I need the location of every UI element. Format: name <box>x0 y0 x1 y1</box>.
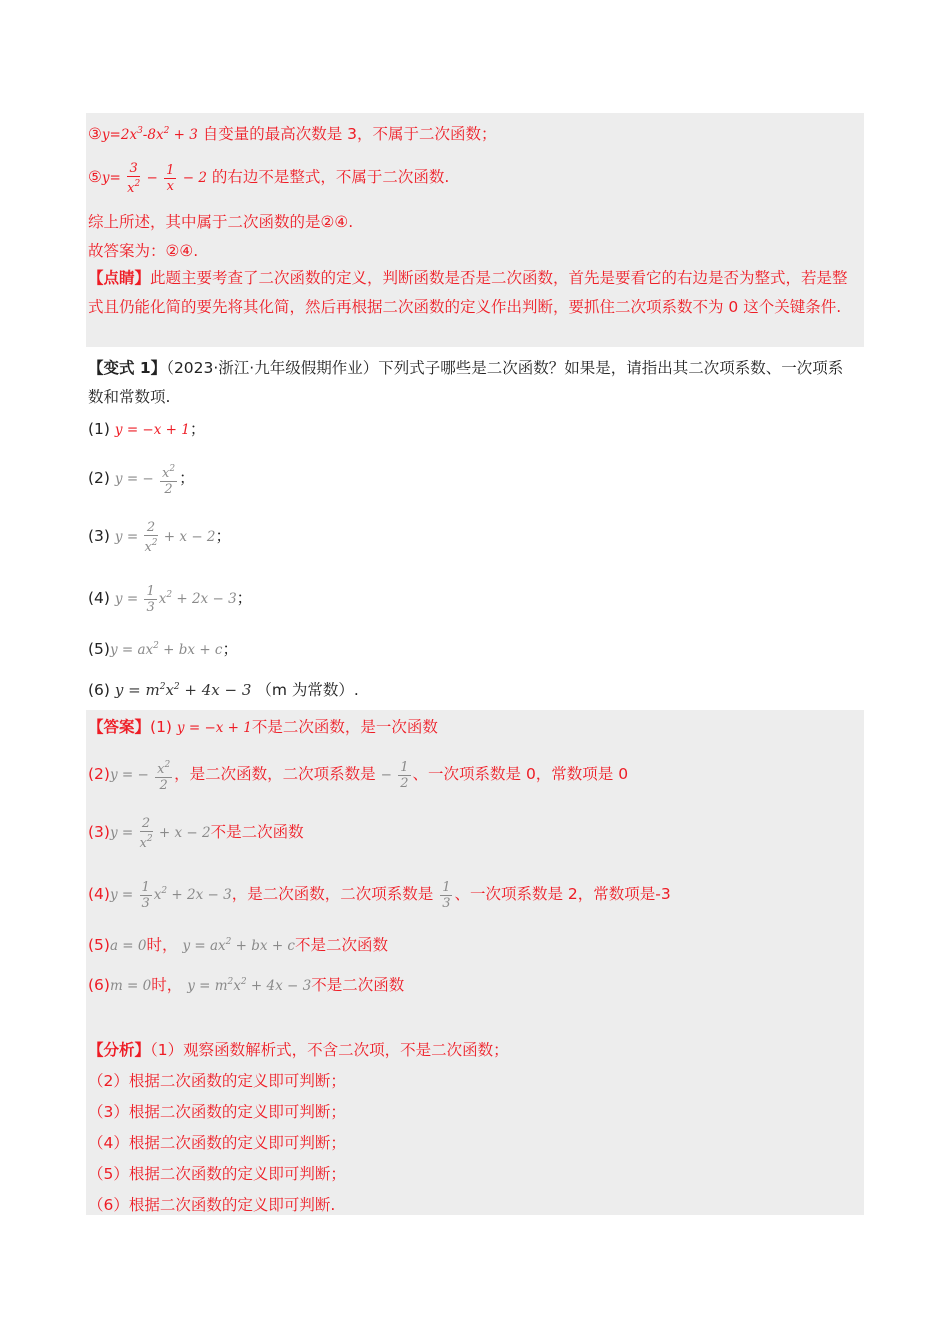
answer-2-coef: − $\frac{1}{2}$ <box>380 760 409 791</box>
answer-4-formula: y = $\frac{1}{3}$ $x^2 + 2x - 3$ <box>109 880 232 911</box>
question-item-1: (1) y = −x + 1； <box>88 420 206 438</box>
analysis-label: 【分析】 <box>88 1041 151 1059</box>
analysis-line-5: （5）根据二次函数的定义即可判断； <box>88 1165 346 1183</box>
question-item-2: (2) y = − $\frac{x^2}{2}$ ； <box>88 464 195 497</box>
answer-1: 【答案】(1) y = −x + 1不是二次函数，是一次函数 <box>88 718 438 736</box>
answer-2-formula: y = − $\frac{x^2}{2}$ <box>109 760 171 793</box>
variant-label: 【变式 1】 <box>88 359 167 377</box>
item-2-formula: y = − $\frac{x^2}{2}$ <box>114 464 176 497</box>
comment-label: 【点睛】 <box>88 269 151 287</box>
comment-text: 此题主要考查了二次函数的定义，判断函数是否是二次函数，首先是要看它的右边是否为整式，若是整式且仍能化简的要先将其化简，然后再根据二次函数的定义作出判断，要抓住二次项系数不为 0 这个关键条件. <box>88 269 848 316</box>
item5-text: 的右边不是整式，不属于二次函数. <box>211 168 450 186</box>
analysis-line-3: （3）根据二次函数的定义即可判断； <box>88 1103 346 1121</box>
answer-2: (2)y = − $\frac{x^2}{2}$ ，是二次函数，二次项系数是 − $\frac{1}{2}$ 、一次项系数是 0，常数项是 0 <box>88 760 629 793</box>
question-item-6: (6) $y = m^2x^2 + 4x - 3$ （m 为常数）. <box>88 681 359 699</box>
analysis-line-6: （6）根据二次函数的定义即可判断. <box>88 1196 336 1214</box>
question-item-5: $(5)y = ax^2$ + bx + c； <box>88 640 239 658</box>
item-6-formula: $y = m^2x^2 + 4x - 3$ <box>114 681 252 699</box>
item5-prefix: ⑤ <box>88 168 102 186</box>
analysis-line-4: （4）根据二次函数的定义即可判断； <box>88 1134 346 1152</box>
item5-formula: y= $\frac{3}{x^2}$ − $\frac{1}{x}$ − 2 <box>101 161 207 196</box>
question-item-3: (3) y = $\frac{2}{x^2}$ + x − 2； <box>88 520 232 555</box>
answer-5: (5)a = 0时， $y = ax^2$ + bx + c不是二次函数 <box>88 936 389 954</box>
variant-text: （2023·浙江·九年级假期作业）下列式子哪些是二次函数？如果是，请指出其二次项系数、一次项系数和常数项. <box>88 359 844 406</box>
variant-question <box>88 354 858 412</box>
item-1-formula: y = −x + 1 <box>114 422 190 438</box>
answer-4: (4)y = $\frac{1}{3}$ $x^2 + 2x - 3$，是二次函数，二次项系数是 $\frac{1}{3}$ 、一次项系数是 2，常数项是-3 <box>88 880 671 911</box>
prev-comment <box>88 264 858 322</box>
prev-answer: 故答案为：②④. <box>88 242 199 260</box>
prev-item5 <box>88 160 449 196</box>
answer-6: (6)m = 0时， $y = m^2x^2 + 4x - 3$不是二次函数 <box>88 976 405 994</box>
answer-6-condition: m = 0 <box>109 978 152 994</box>
question-item-4: (4) y = $\frac{1}{3}$ $x^2 + 2x - 3$； <box>88 584 253 615</box>
prev-summary: 综上所述，其中属于二次函数的是②④. <box>88 213 354 231</box>
item-3-formula: y = $\frac{2}{x^2}$ + x − 2 <box>114 520 216 555</box>
prev-item3 <box>88 120 497 146</box>
answer-5-formula: $y = ax^2$ + bx + c <box>182 937 295 954</box>
answer-3: (3)y = $\frac{2}{x^2}$ + x − 2不是二次函数 <box>88 816 304 851</box>
answer-1-formula: y = −x + 1 <box>176 720 252 736</box>
analysis-line-1: 【分析】（1）观察函数解析式，不含二次项，不是二次函数； <box>88 1041 509 1059</box>
item-5-formula: $y = ax^2$ + bx + c <box>109 641 223 658</box>
item-4-formula: y = $\frac{1}{3}$ $x^2 + 2x - 3$ <box>114 584 237 615</box>
answer-4-coef: $\frac{1}{3}$ <box>442 880 451 911</box>
item3-text: 自变量的最高次数是 3，不属于二次函数； <box>202 125 497 143</box>
answer-label: 【答案】 <box>88 718 151 736</box>
item3-prefix: ③ <box>88 125 102 143</box>
answer-6-formula: $y = m^2x^2 + 4x - 3$ <box>187 977 312 994</box>
answer-5-condition: a = 0 <box>109 938 147 954</box>
analysis-line-2: （2）根据二次函数的定义即可判断； <box>88 1072 346 1090</box>
item3-formula: $y=2x^3-8x^2 + 3$ <box>101 126 198 143</box>
answer-3-formula: y = $\frac{2}{x^2}$ + x − 2 <box>109 816 211 851</box>
